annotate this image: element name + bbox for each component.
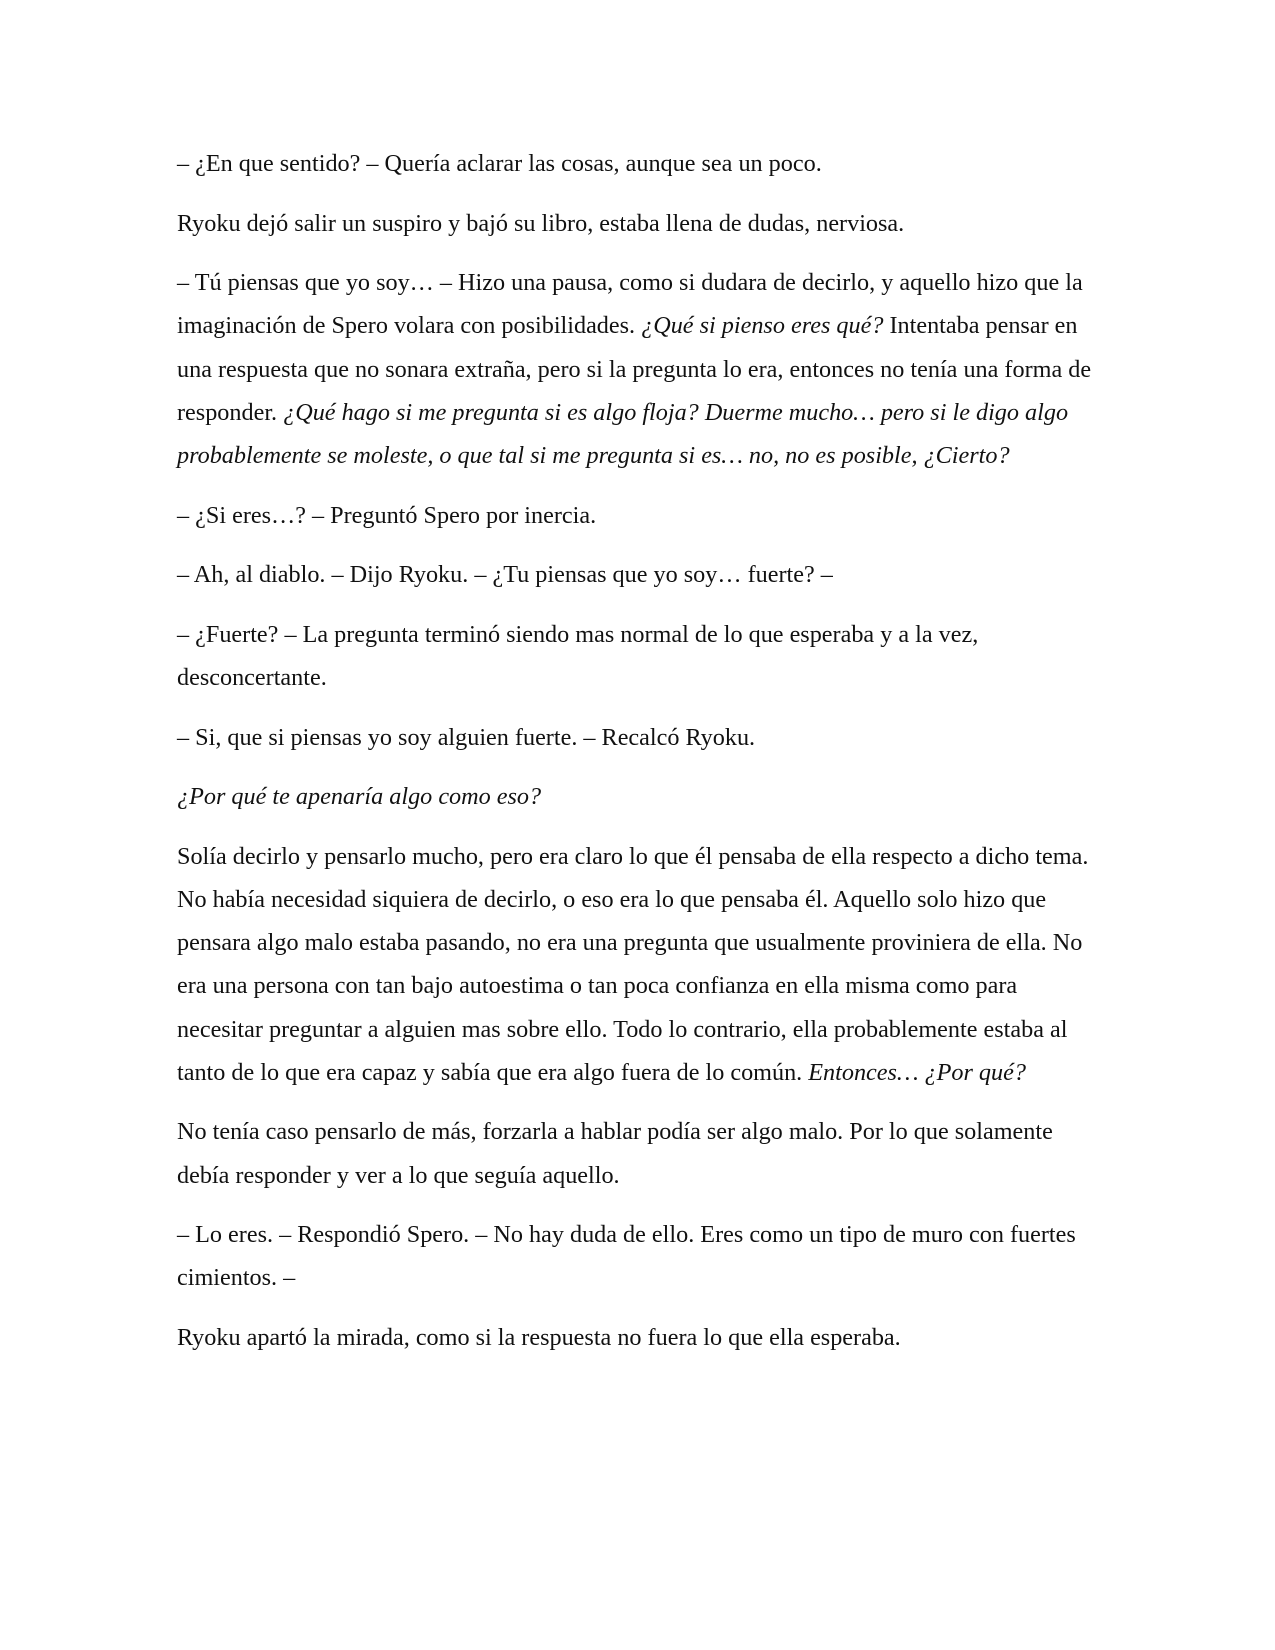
paragraph-7: [177, 716, 1099, 759]
dialogue-line: – ¿Si eres…? – Preguntó Spero por inercia.: [177, 501, 597, 529]
paragraph-12: [177, 1316, 1099, 1359]
narration-line: No tenía caso pensarlo de más, forzarla a hablar podía ser algo malo. Por lo que solamente debía responder y ver a lo que seguía aquello.: [177, 1118, 1053, 1189]
narration-text: Solía decirlo y pensarlo mucho, pero era claro lo que él pensaba de ella respecto a dicho tema. No había necesidad siquiera de decirlo, o eso era lo que pensaba él. Aquello solo hizo que pensara algo malo estaba pasando, no era una pregunta que usualmente proviniera de ella. No era una persona con tan bajo autoestima o tan poca confianza en ella misma como para necesitar preguntar a alguien mas sobre ello. Todo lo contrario, ella probablemente estaba al tanto de lo que era capaz y sabía que era algo fuera de lo común.: [177, 842, 1089, 1086]
paragraph-9: [177, 835, 1099, 1094]
dialogue-line: – Si, que si piensas yo soy alguien fuerte. – Recalcó Ryoku.: [177, 723, 756, 751]
dialogue-line: – Ah, al diablo. – Dijo Ryoku. – ¿Tu piensas que yo soy… fuerte? –: [177, 561, 833, 589]
paragraph-3: [177, 261, 1099, 477]
dialogue-line: – Lo eres. – Respondió Spero. – No hay duda de ello. Eres como un tipo de muro con fuertes cimientos. –: [177, 1221, 1076, 1292]
narration-line: Ryoku apartó la mirada, como si la respuesta no fuera lo que ella esperaba.: [177, 1323, 901, 1351]
inner-thought: ¿Por qué te apenaría algo como eso?: [177, 783, 542, 811]
dialogue-line: – ¿En que sentido? – Quería aclarar las cosas, aunque sea un poco.: [177, 150, 822, 177]
document-body: [177, 142, 1099, 1359]
paragraph-2: [177, 202, 1099, 245]
inner-thought: ¿Qué hago si me pregunta si es algo floja? Duerme mucho… pero si le digo algo probablemente se moleste, o que tal si me pregunta si es… no, no es posible, ¿Cierto?: [177, 398, 1069, 469]
narration-text: Intentaba pensar en una respuesta que no sonara extraña, pero si la pregunta lo era, entonces no tenía una forma de responder.: [177, 312, 1092, 426]
paragraph-1: [177, 142, 1099, 185]
paragraph-8: [177, 775, 1099, 818]
paragraph-5: [177, 553, 1099, 596]
paragraph-6: [177, 613, 1099, 699]
narration-line: Ryoku dejó salir un suspiro y bajó su libro, estaba llena de dudas, nerviosa.: [177, 209, 905, 237]
paragraph-4: [177, 494, 1099, 537]
dialogue-line: – ¿Fuerte? – La pregunta terminó siendo mas normal de lo que esperaba y a la vez, desconcertante.: [177, 620, 979, 691]
inner-thought: ¿Qué si pienso eres qué?: [641, 312, 884, 340]
paragraph-10: [177, 1110, 1099, 1196]
dialogue-text: – Tú piensas que yo soy… – Hizo una pausa, como si dudara de decirlo, y aquello hizo que la imaginación de Spero volara con posibilidades.: [177, 269, 1083, 340]
paragraph-11: [177, 1213, 1099, 1299]
inner-thought: Entonces… ¿Por qué?: [808, 1058, 1026, 1086]
